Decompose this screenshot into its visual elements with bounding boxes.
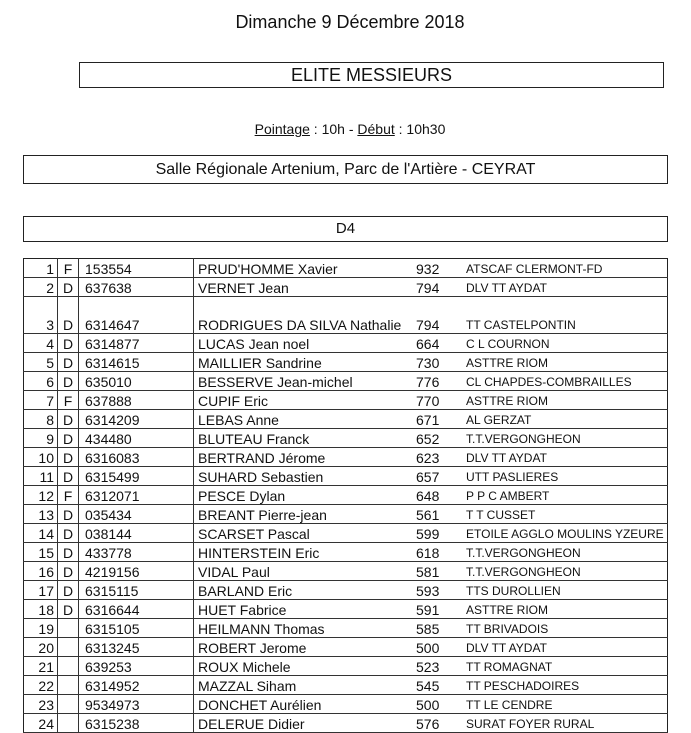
player-club: ASTTRE RIOM (466, 391, 668, 410)
player-name: VERNET Jean (194, 278, 417, 297)
player-club: T.T.VERGONGHEON (466, 562, 668, 581)
player-points: 652 (416, 429, 466, 448)
table-row (24, 334, 668, 353)
player-licence: 6314209 (79, 410, 194, 429)
page-date-title: Dimanche 9 Décembre 2018 (235, 12, 465, 32)
player-licence: 6312071 (79, 486, 194, 505)
player-club: TT ROMAGNAT (466, 657, 668, 676)
player-rank: 5 (24, 353, 58, 372)
player-points: 664 (416, 334, 466, 353)
player-club: CL CHAPDES-COMBRAILLES (466, 372, 668, 391)
schedule-line (0, 121, 691, 137)
player-points: 794 (416, 297, 466, 334)
player-licence: 6314877 (79, 334, 194, 353)
player-points: 776 (416, 372, 466, 391)
table-row (24, 353, 668, 372)
player-category (58, 676, 79, 695)
player-club: TT PESCHADOIRES (466, 676, 668, 695)
table-row (24, 467, 668, 486)
player-rank: 21 (24, 657, 58, 676)
player-points: 599 (416, 524, 466, 543)
player-name: MAZZAL Siham (194, 676, 417, 695)
player-licence: 9534973 (79, 695, 194, 714)
table-row (24, 297, 668, 334)
player-name: DELERUE Didier (194, 714, 417, 733)
player-rank: 1 (24, 259, 58, 278)
player-name: BREANT Pierre-jean (194, 505, 417, 524)
player-licence: 038144 (79, 524, 194, 543)
player-club: TT CASTELPONTIN (466, 297, 668, 334)
player-rank: 12 (24, 486, 58, 505)
player-name: ROBERT Jerome (194, 638, 417, 657)
player-category (58, 695, 79, 714)
player-licence: 6315238 (79, 714, 194, 733)
player-rank: 10 (24, 448, 58, 467)
table-row (24, 638, 668, 657)
player-licence: 433778 (79, 543, 194, 562)
player-points: 623 (416, 448, 466, 467)
player-category: D (58, 410, 79, 429)
player-points: 932 (416, 259, 466, 278)
player-name: CUPIF Eric (194, 391, 417, 410)
table-row (24, 448, 668, 467)
player-points: 593 (416, 581, 466, 600)
player-licence: 6313245 (79, 638, 194, 657)
player-rank: 23 (24, 695, 58, 714)
player-points: 500 (416, 695, 466, 714)
player-licence: 635010 (79, 372, 194, 391)
player-points: 730 (416, 353, 466, 372)
table-row (24, 543, 668, 562)
player-licence: 6315105 (79, 619, 194, 638)
player-club: UTT PASLIERES (466, 467, 668, 486)
debut-value: : 10h30 (394, 121, 446, 137)
table-row (24, 410, 668, 429)
player-club: ETOILE AGGLO MOULINS YZEURE (466, 524, 668, 543)
player-rank: 6 (24, 372, 58, 391)
player-category: D (58, 278, 79, 297)
player-licence: 6315499 (79, 467, 194, 486)
table-row (24, 429, 668, 448)
player-points: 585 (416, 619, 466, 638)
player-licence: 035434 (79, 505, 194, 524)
player-name: DONCHET Aurélien (194, 695, 417, 714)
table-row (24, 259, 668, 278)
player-rank: 4 (24, 334, 58, 353)
player-rank: 16 (24, 562, 58, 581)
player-rank: 11 (24, 467, 58, 486)
player-rank: 7 (24, 391, 58, 410)
player-points: 770 (416, 391, 466, 410)
player-club: TTS DUROLLIEN (466, 581, 668, 600)
player-licence: 637638 (79, 278, 194, 297)
player-points: 671 (416, 410, 466, 429)
player-category: D (58, 467, 79, 486)
division-banner: D4 (23, 216, 668, 242)
player-licence: 153554 (79, 259, 194, 278)
player-club: SURAT FOYER RURAL (466, 714, 668, 733)
player-club: T.T.VERGONGHEON (466, 429, 668, 448)
player-licence: 6314952 (79, 676, 194, 695)
player-points: 561 (416, 505, 466, 524)
player-points: 657 (416, 467, 466, 486)
player-licence: 637888 (79, 391, 194, 410)
player-points: 545 (416, 676, 466, 695)
player-name: HUET Fabrice (194, 600, 417, 619)
player-name: PRUD'HOMME Xavier (194, 259, 417, 278)
player-club: T T CUSSET (466, 505, 668, 524)
player-rank: 17 (24, 581, 58, 600)
player-name: HEILMANN Thomas (194, 619, 417, 638)
player-category: D (58, 429, 79, 448)
player-licence: 6315115 (79, 581, 194, 600)
player-rank: 18 (24, 600, 58, 619)
player-category: D (58, 562, 79, 581)
player-rank: 9 (24, 429, 58, 448)
player-category: D (58, 372, 79, 391)
player-rank: 2 (24, 278, 58, 297)
player-points: 523 (416, 657, 466, 676)
player-licence: 434480 (79, 429, 194, 448)
player-rank: 15 (24, 543, 58, 562)
player-licence: 6314647 (79, 297, 194, 334)
player-club: T.T.VERGONGHEON (466, 543, 668, 562)
pointage-value: : 10h - (309, 121, 358, 137)
player-category: D (58, 581, 79, 600)
player-name: BESSERVE Jean-michel (194, 372, 417, 391)
player-club: DLV TT AYDAT (466, 448, 668, 467)
debut-label: Début (357, 121, 395, 137)
player-category: D (58, 297, 79, 334)
player-points: 648 (416, 486, 466, 505)
table-row (24, 695, 668, 714)
table-row (24, 278, 668, 297)
player-category: D (58, 543, 79, 562)
player-name: HINTERSTEIN Eric (194, 543, 417, 562)
player-club: C L COURNON (466, 334, 668, 353)
table-row (24, 581, 668, 600)
player-category: F (58, 259, 79, 278)
player-rank: 20 (24, 638, 58, 657)
player-points: 500 (416, 638, 466, 657)
player-category: D (58, 600, 79, 619)
player-name: SCARSET Pascal (194, 524, 417, 543)
competition-title: ELITE MESSIEURS (79, 62, 664, 88)
player-category (58, 657, 79, 676)
player-category: D (58, 505, 79, 524)
player-category: D (58, 334, 79, 353)
player-category (58, 638, 79, 657)
player-name: ROUX Michele (194, 657, 417, 676)
table-row (24, 676, 668, 695)
player-licence: 639253 (79, 657, 194, 676)
player-name: PESCE Dylan (194, 486, 417, 505)
player-licence: 6314615 (79, 353, 194, 372)
player-rank: 24 (24, 714, 58, 733)
table-row (24, 505, 668, 524)
player-category (58, 619, 79, 638)
player-name: SUHARD Sebastien (194, 467, 417, 486)
player-category: D (58, 448, 79, 467)
players-table (23, 258, 668, 733)
player-name: LUCAS Jean noel (194, 334, 417, 353)
player-club: TT LE CENDRE (466, 695, 668, 714)
player-licence: 6316083 (79, 448, 194, 467)
player-category: D (58, 524, 79, 543)
player-points: 794 (416, 278, 466, 297)
player-rank: 14 (24, 524, 58, 543)
player-club: DLV TT AYDAT (466, 638, 668, 657)
player-category: F (58, 486, 79, 505)
player-club: DLV TT AYDAT (466, 278, 668, 297)
player-club: ATSCAF CLERMONT-FD (466, 259, 668, 278)
table-row (24, 657, 668, 676)
player-licence: 6316644 (79, 600, 194, 619)
table-row (24, 562, 668, 581)
table-row (24, 372, 668, 391)
player-rank: 13 (24, 505, 58, 524)
player-name: VIDAL Paul (194, 562, 417, 581)
player-name: BERTRAND Jérome (194, 448, 417, 467)
table-row (24, 486, 668, 505)
player-category: F (58, 391, 79, 410)
table-row (24, 524, 668, 543)
player-licence: 4219156 (79, 562, 194, 581)
table-row (24, 391, 668, 410)
pointage-label: Pointage (254, 121, 310, 137)
player-club: ASTTRE RIOM (466, 600, 668, 619)
venue-banner: Salle Régionale Artenium, Parc de l'Artière - CEYRAT (23, 155, 668, 184)
player-club: AL GERZAT (466, 410, 668, 429)
player-name: BLUTEAU Franck (194, 429, 417, 448)
table-row (24, 600, 668, 619)
player-rank: 8 (24, 410, 58, 429)
player-club: P P C AMBERT (466, 486, 668, 505)
player-points: 576 (416, 714, 466, 733)
player-club: TT BRIVADOIS (466, 619, 668, 638)
player-category: D (58, 353, 79, 372)
player-rank: 22 (24, 676, 58, 695)
player-points: 591 (416, 600, 466, 619)
player-name: RODRIGUES DA SILVA Nathalie (194, 297, 417, 334)
player-points: 618 (416, 543, 466, 562)
player-name: MAILLIER Sandrine (194, 353, 417, 372)
player-points: 581 (416, 562, 466, 581)
player-club: ASTTRE RIOM (466, 353, 668, 372)
player-name: BARLAND Eric (194, 581, 417, 600)
player-rank: 3 (24, 297, 58, 334)
player-name: LEBAS Anne (194, 410, 417, 429)
player-rank: 19 (24, 619, 58, 638)
table-row (24, 619, 668, 638)
